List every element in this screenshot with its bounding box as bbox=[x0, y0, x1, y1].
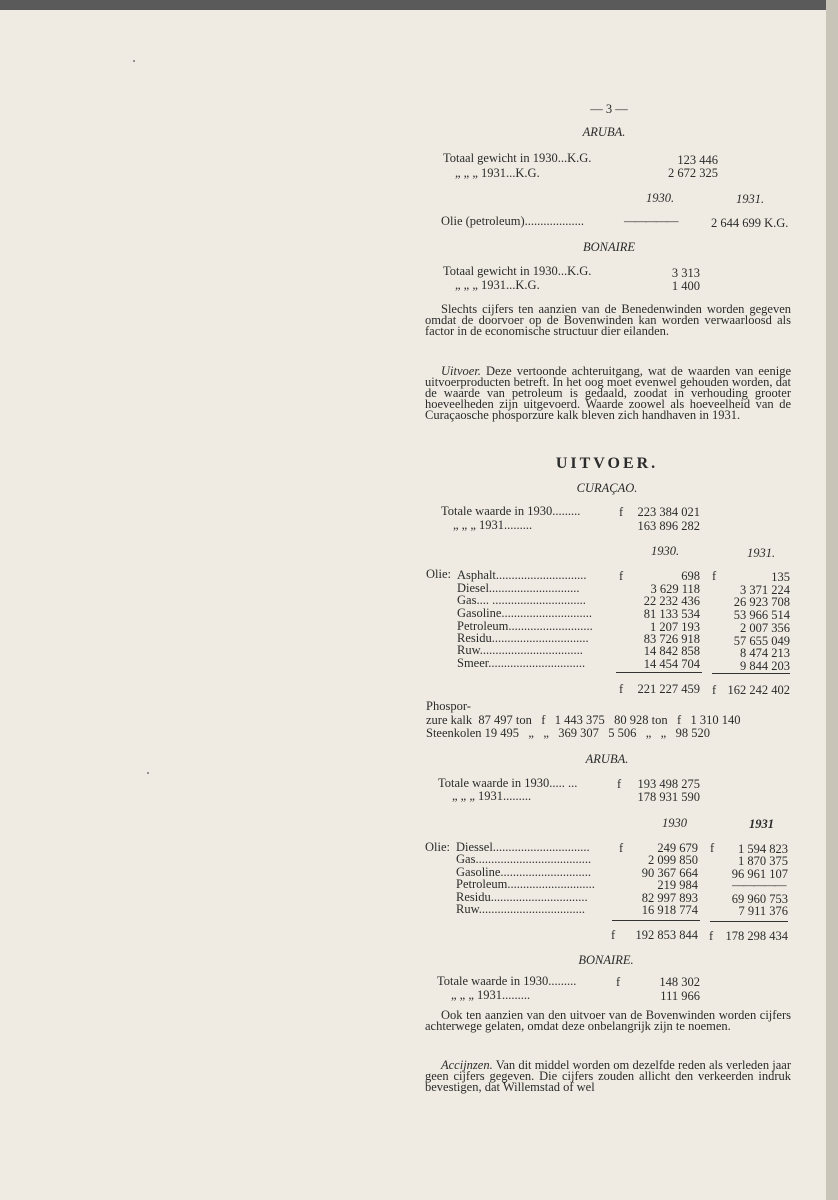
curacao-sum-rule-1930 bbox=[616, 672, 702, 673]
curacao-sum-1931: 162 242 402 bbox=[727, 683, 790, 697]
row-label: Ruw.................................. bbox=[456, 902, 586, 916]
row-label: Smeer............................... bbox=[457, 656, 586, 670]
bonaire-import-label-1930: Totaal gewicht in 1930...K.G. bbox=[443, 264, 592, 278]
row-label: Gas..................................... bbox=[456, 852, 592, 866]
aruba-import-value-1930: 123 446 bbox=[677, 153, 718, 167]
page-number: — 3 — bbox=[590, 102, 628, 116]
curacao-col-1931: 1931. bbox=[747, 546, 776, 560]
row-label: Ruw................................. bbox=[457, 643, 583, 657]
paragraph-export-text: Deze vertoonde achteruitgang, wat de waarden van eenige uitvoerproducten betreft. In het oog moet evenwel gehouden worden, dat de waarde van petroleum is gedaald, zoodat in verhouding grooter hoeveelheden zijn uitgevoerd. Waarde zoowel als hoeveelheid van de Curaçaosche phosporzure kalk bleven zich handhaven in 1931. bbox=[425, 364, 791, 422]
aruba-import-col-1930: 1930. bbox=[646, 191, 675, 205]
bonaire-export-total-1931: 111 966 bbox=[660, 989, 700, 1003]
aruba-export-total-1930: 193 498 275 bbox=[637, 777, 700, 791]
curacao-col-1930: 1930. bbox=[651, 544, 680, 558]
bonaire-export-total-currency: f bbox=[616, 975, 621, 989]
row-value-1931: 26 923 708 bbox=[733, 595, 790, 609]
row-value-1931: 3 371 224 bbox=[740, 583, 790, 597]
row-label: Residu............................... bbox=[457, 631, 589, 645]
phosphate-line: zure kalk 87 497 ton f 1 443 375 80 928 ton f 1 310 140 bbox=[426, 713, 741, 727]
curacao-sum-1930: 221 227 459 bbox=[637, 682, 700, 696]
paragraph-excise bbox=[425, 1060, 791, 1093]
bonaire-import-value-1930: 3 313 bbox=[671, 266, 700, 280]
row-label: Petroleum........................... bbox=[457, 619, 593, 633]
aruba-export-currency-1930: f bbox=[619, 841, 624, 855]
curacao-total-label-1930: Totale waarde in 1930......... bbox=[441, 504, 581, 518]
row-value-1931: 2 007 356 bbox=[740, 621, 790, 635]
row-label: Gasoline............................. bbox=[456, 865, 592, 879]
row-label: Petroleum............................ bbox=[456, 877, 595, 891]
row-value-1931: 96 961 107 bbox=[731, 867, 788, 881]
paragraph-export-lead: Uitvoer. bbox=[441, 364, 481, 378]
row-value-1931: 9 844 203 bbox=[740, 659, 790, 673]
row-value-1930: 219 984 bbox=[657, 878, 698, 892]
aruba-export-sum-1931: 178 298 434 bbox=[725, 929, 788, 943]
aruba-export-total-label-1930: Totale waarde in 1930..... ... bbox=[438, 776, 578, 790]
row-label: Gas.... .............................. bbox=[457, 593, 586, 607]
paragraph-excise-text: Van dit middel worden om dezelfde reden als verleden jaar geen cijfers gegeven. Die cijfers zouden allicht den verkeerden indruk bevestigen, dat Willemstad of wel bbox=[425, 1058, 791, 1094]
bonaire-export-total-label-1931: „ „ „ 1931......... bbox=[451, 988, 531, 1002]
aruba-export-sum-rule-1931 bbox=[710, 921, 788, 922]
curacao-sum-currency-1930: f bbox=[619, 682, 624, 696]
bonaire-export-total-label-1930: Totale waarde in 1930......... bbox=[437, 974, 577, 988]
aruba-import-col-1931: 1931. bbox=[736, 192, 765, 206]
row-value-1930: 249 679 bbox=[657, 841, 698, 855]
row-value-1930: 698 bbox=[681, 569, 700, 583]
paragraph-transit: Slechts cijfers ten aanzien van de Benedenwinden worden gegeven omdat de doorvoer op de Bovenwinden kan worden verwaarloosd als factor in de economische structuur dier eilanden. bbox=[425, 302, 791, 338]
row-value-1931: ————— bbox=[732, 878, 785, 892]
row-value-1930: 82 997 893 bbox=[641, 891, 698, 905]
row-value-1930: 2 099 850 bbox=[648, 853, 698, 867]
row-value-1931: 7 911 376 bbox=[738, 904, 788, 918]
row-value-1930: 1 207 193 bbox=[650, 620, 700, 634]
row-value-1930: 16 918 774 bbox=[641, 903, 698, 917]
row-value-1931: 135 bbox=[771, 570, 790, 584]
row-value-1930: 90 367 664 bbox=[641, 866, 698, 880]
aruba-export-sum-currency-1931: f bbox=[709, 929, 714, 943]
row-value-1930: 3 629 118 bbox=[650, 582, 700, 596]
aruba-export-heading: ARUBA. bbox=[585, 752, 629, 766]
row-label: Diessel............................... bbox=[456, 840, 590, 854]
row-value-1931: 8 474 213 bbox=[740, 646, 790, 660]
aruba-import-label-1930: Totaal gewicht in 1930...K.G. bbox=[443, 151, 592, 165]
aruba-export-currency-1931: f bbox=[710, 841, 715, 855]
bonaire-import-heading: BONAIRE bbox=[582, 240, 636, 254]
row-value-1931: 69 960 753 bbox=[731, 892, 788, 906]
page-edge bbox=[826, 0, 838, 1200]
aruba-oil-1931: 2 644 699 K.G. bbox=[711, 216, 789, 230]
row-value-1930: 83 726 918 bbox=[643, 632, 700, 646]
aruba-export-total-label-1931: „ „ „ 1931......... bbox=[452, 789, 532, 803]
aruba-oil-label: Olie (petroleum)................... bbox=[441, 214, 585, 228]
curacao-total-1931: 163 896 282 bbox=[637, 519, 700, 533]
aruba-import-heading: ARUBA. bbox=[582, 125, 626, 139]
row-value-1931: 1 594 823 bbox=[738, 842, 788, 856]
row-value-1930: 22 232 436 bbox=[643, 594, 700, 608]
bonaire-import-value-1931: 1 400 bbox=[671, 279, 700, 293]
bonaire-export-heading: BONAIRE. bbox=[578, 953, 634, 967]
row-label: Asphalt............................. bbox=[457, 568, 587, 582]
curacao-sum-currency-1931: f bbox=[712, 683, 717, 697]
curacao-currency-1930: f bbox=[619, 569, 624, 583]
aruba-export-oil-prefix: Olie: bbox=[425, 840, 450, 854]
aruba-oil-1930: ————— bbox=[624, 214, 677, 228]
paragraph-excise-lead: Accijnzen. bbox=[441, 1058, 493, 1072]
curacao-currency-1931: f bbox=[712, 569, 717, 583]
row-label: Gasoline............................. bbox=[457, 606, 593, 620]
curacao-total-label-1931: „ „ „ 1931......... bbox=[453, 518, 533, 532]
row-value-1931: 1 870 375 bbox=[738, 854, 788, 868]
bonaire-export-total-1930: 148 302 bbox=[659, 975, 700, 989]
paragraph-bovenwinden: Ook ten aanzien van den uitvoer van de Bovenwinden worden cijfers achterwege gelaten, omdat deze onbelangrijk zijn te noemen. bbox=[425, 1008, 791, 1033]
row-value-1931: 57 655 049 bbox=[733, 634, 790, 648]
row-label: Diesel............................. bbox=[457, 581, 580, 595]
aruba-import-label-1931: „ „ „ 1931...K.G. bbox=[455, 166, 540, 180]
curacao-total-1930: 223 384 021 bbox=[637, 505, 700, 519]
bonaire-import-label-1931: „ „ „ 1931...K.G. bbox=[455, 278, 540, 292]
aruba-export-sum-rule-1930 bbox=[612, 920, 700, 921]
row-value-1930: 14 842 858 bbox=[643, 644, 700, 658]
paragraph-export-intro bbox=[425, 366, 791, 421]
aruba-export-total-1931: 178 931 590 bbox=[637, 790, 700, 804]
row-value-1931: 53 966 514 bbox=[733, 608, 790, 622]
export-heading: UITVOER. bbox=[555, 455, 659, 472]
aruba-export-col-1931: 1931 bbox=[749, 817, 774, 831]
document-page bbox=[0, 10, 826, 1200]
row-value-1930: 14 454 704 bbox=[643, 657, 700, 671]
curacao-total-currency: f bbox=[619, 505, 624, 519]
scan-speck bbox=[133, 60, 135, 62]
curacao-oil-prefix: Olie: bbox=[426, 567, 451, 581]
scan-speck bbox=[147, 772, 149, 774]
row-label: Residu............................... bbox=[456, 890, 588, 904]
aruba-export-sum-currency-1930: f bbox=[611, 928, 616, 942]
aruba-export-col-1930: 1930 bbox=[662, 816, 687, 830]
curacao-heading: CURAÇAO. bbox=[576, 481, 638, 495]
coal-line: Steenkolen 19 495 „ „ 369 307 5 506 „ „ 98 520 bbox=[426, 726, 710, 740]
curacao-sum-rule-1931 bbox=[712, 673, 790, 674]
aruba-export-total-currency: f bbox=[617, 777, 622, 791]
aruba-export-sum-1930: 192 853 844 bbox=[635, 928, 698, 942]
phosphate-label: Phospor- bbox=[426, 699, 471, 713]
row-value-1930: 81 133 534 bbox=[643, 607, 700, 621]
aruba-import-value-1931: 2 672 325 bbox=[668, 166, 718, 180]
